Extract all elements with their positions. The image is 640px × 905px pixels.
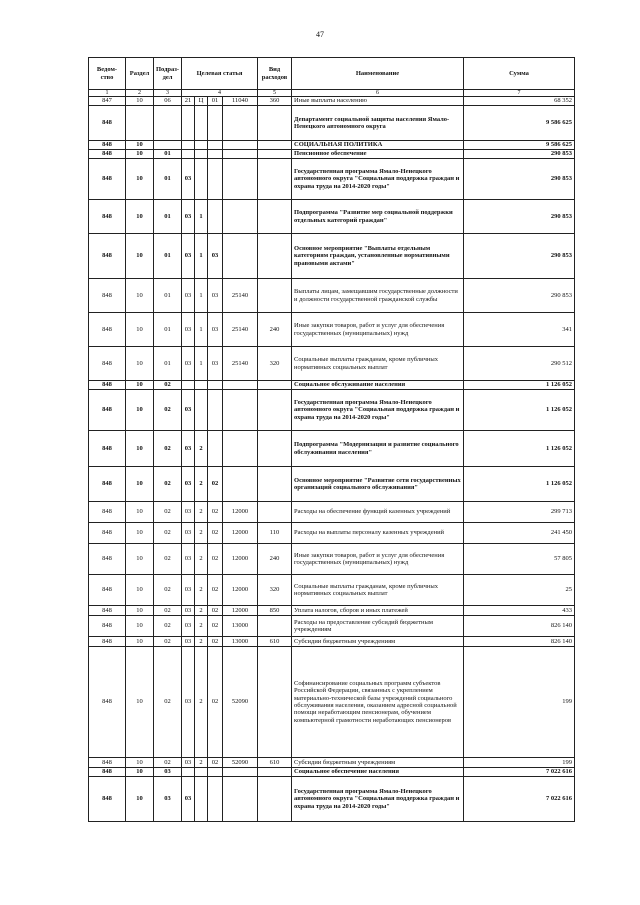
header-naimenovanie: Наименование bbox=[292, 58, 464, 90]
cell-podrazdel: 01 bbox=[154, 234, 182, 279]
table-row bbox=[89, 97, 575, 106]
cell-vedomstvo: 848 bbox=[89, 106, 126, 141]
cell-summa: 433 bbox=[464, 606, 575, 616]
column-number: 7 bbox=[464, 90, 575, 97]
cell-subprogram bbox=[195, 159, 208, 200]
cell-summa: 9 586 625 bbox=[464, 141, 575, 150]
cell-naimenovanie: Пенсионное обеспечение bbox=[292, 150, 464, 159]
cell-activity: 02 bbox=[208, 647, 223, 758]
cell-naimenovanie: Социальные выплаты гражданам, кроме публичных нормативных социальных выплат bbox=[292, 575, 464, 606]
cell-subprogram: 2 bbox=[195, 523, 208, 544]
budget-table bbox=[88, 57, 575, 822]
cell-direction bbox=[223, 200, 258, 234]
cell-summa: 290 853 bbox=[464, 234, 575, 279]
cell-program: 03 bbox=[182, 347, 195, 381]
cell-naimenovanie: Основное мероприятие "Выплаты отдельным категориям граждан, установленные нормативными правовыми актами" bbox=[292, 234, 464, 279]
cell-razdel: 10 bbox=[126, 97, 154, 106]
cell-program: 03 bbox=[182, 544, 195, 575]
cell-direction: 12000 bbox=[223, 502, 258, 523]
cell-vid-rashodov: 240 bbox=[258, 313, 292, 347]
cell-razdel: 10 bbox=[126, 606, 154, 616]
cell-program: 03 bbox=[182, 637, 195, 647]
cell-vid-rashodov bbox=[258, 431, 292, 467]
cell-subprogram bbox=[195, 106, 208, 141]
cell-program: 03 bbox=[182, 575, 195, 606]
cell-program: 03 bbox=[182, 200, 195, 234]
cell-program: 03 bbox=[182, 606, 195, 616]
cell-program bbox=[182, 141, 195, 150]
cell-vid-rashodov: 320 bbox=[258, 347, 292, 381]
cell-activity: 03 bbox=[208, 279, 223, 313]
cell-podrazdel: 02 bbox=[154, 390, 182, 431]
cell-program: 03 bbox=[182, 234, 195, 279]
cell-podrazdel: 01 bbox=[154, 159, 182, 200]
cell-program: 03 bbox=[182, 502, 195, 523]
header-podrazdel: Подраз- дел bbox=[154, 58, 182, 90]
cell-subprogram: 2 bbox=[195, 544, 208, 575]
cell-vedomstvo: 848 bbox=[89, 544, 126, 575]
cell-razdel bbox=[126, 106, 154, 141]
table-row bbox=[89, 390, 575, 431]
cell-vid-rashodov bbox=[258, 777, 292, 822]
cell-subprogram: 2 bbox=[195, 758, 208, 768]
cell-naimenovanie: Подпрограмма "Модернизация и развитие социального обслуживания населения" bbox=[292, 431, 464, 467]
cell-podrazdel: 03 bbox=[154, 768, 182, 777]
cell-vid-rashodov: 360 bbox=[258, 97, 292, 106]
cell-vid-rashodov bbox=[258, 234, 292, 279]
cell-podrazdel: 02 bbox=[154, 502, 182, 523]
cell-direction: 13000 bbox=[223, 616, 258, 637]
cell-program bbox=[182, 381, 195, 390]
cell-activity: 02 bbox=[208, 467, 223, 502]
cell-vedomstvo: 848 bbox=[89, 381, 126, 390]
cell-naimenovanie: Выплаты лицам, замещавшим государственные должности и должности государственной гражданской службы bbox=[292, 279, 464, 313]
cell-naimenovanie: Субсидии бюджетным учреждениям bbox=[292, 637, 464, 647]
cell-razdel: 10 bbox=[126, 279, 154, 313]
cell-subprogram bbox=[195, 381, 208, 390]
cell-direction bbox=[223, 390, 258, 431]
cell-direction bbox=[223, 431, 258, 467]
cell-activity: 02 bbox=[208, 502, 223, 523]
column-number: 1 bbox=[89, 90, 126, 97]
cell-vid-rashodov bbox=[258, 106, 292, 141]
cell-direction bbox=[223, 159, 258, 200]
cell-razdel: 10 bbox=[126, 347, 154, 381]
cell-naimenovanie: Уплата налогов, сборов и иных платежей bbox=[292, 606, 464, 616]
cell-vid-rashodov bbox=[258, 150, 292, 159]
cell-podrazdel: 02 bbox=[154, 381, 182, 390]
cell-vedomstvo: 848 bbox=[89, 390, 126, 431]
cell-vid-rashodov: 320 bbox=[258, 575, 292, 606]
cell-naimenovanie: СОЦИАЛЬНАЯ ПОЛИТИКА bbox=[292, 141, 464, 150]
cell-vid-rashodov bbox=[258, 390, 292, 431]
cell-subprogram bbox=[195, 390, 208, 431]
cell-activity bbox=[208, 768, 223, 777]
table-row bbox=[89, 347, 575, 381]
cell-vedomstvo: 848 bbox=[89, 523, 126, 544]
cell-vedomstvo: 848 bbox=[89, 313, 126, 347]
cell-vedomstvo: 848 bbox=[89, 637, 126, 647]
cell-podrazdel bbox=[154, 141, 182, 150]
cell-program: 03 bbox=[182, 616, 195, 637]
cell-program: 03 bbox=[182, 523, 195, 544]
table-row bbox=[89, 200, 575, 234]
cell-direction: 25140 bbox=[223, 313, 258, 347]
cell-summa: 1 126 052 bbox=[464, 467, 575, 502]
cell-vedomstvo: 848 bbox=[89, 159, 126, 200]
cell-vid-rashodov bbox=[258, 159, 292, 200]
cell-vid-rashodov bbox=[258, 616, 292, 637]
cell-direction: 25140 bbox=[223, 279, 258, 313]
cell-vedomstvo: 848 bbox=[89, 467, 126, 502]
column-number: 3 bbox=[154, 90, 182, 97]
cell-direction: 13000 bbox=[223, 637, 258, 647]
cell-naimenovanie: Расходы на обеспечение функций казенных учреждений bbox=[292, 502, 464, 523]
cell-subprogram: Ц bbox=[195, 97, 208, 106]
cell-podrazdel: 02 bbox=[154, 647, 182, 758]
cell-podrazdel: 02 bbox=[154, 467, 182, 502]
cell-vedomstvo: 848 bbox=[89, 768, 126, 777]
cell-vid-rashodov: 850 bbox=[258, 606, 292, 616]
header-row bbox=[89, 58, 575, 90]
cell-subprogram: 2 bbox=[195, 502, 208, 523]
cell-summa: 290 853 bbox=[464, 150, 575, 159]
table-row bbox=[89, 606, 575, 616]
cell-podrazdel bbox=[154, 106, 182, 141]
cell-summa: 299 713 bbox=[464, 502, 575, 523]
table-row bbox=[89, 431, 575, 467]
cell-vid-rashodov: 240 bbox=[258, 544, 292, 575]
table-row bbox=[89, 159, 575, 200]
cell-summa: 1 126 052 bbox=[464, 381, 575, 390]
cell-subprogram: 1 bbox=[195, 279, 208, 313]
cell-subprogram: 2 bbox=[195, 647, 208, 758]
cell-program: 03 bbox=[182, 279, 195, 313]
cell-vedomstvo: 848 bbox=[89, 347, 126, 381]
cell-vedomstvo: 847 bbox=[89, 97, 126, 106]
cell-naimenovanie: Государственная программа Ямало-Ненецкого автономного округа "Социальная поддержка граждан и охрана труда на 2014-2020 годы" bbox=[292, 777, 464, 822]
cell-vedomstvo: 848 bbox=[89, 279, 126, 313]
cell-subprogram: 2 bbox=[195, 637, 208, 647]
cell-vid-rashodov bbox=[258, 502, 292, 523]
table-body bbox=[89, 97, 575, 822]
cell-program: 03 bbox=[182, 758, 195, 768]
cell-podrazdel: 02 bbox=[154, 637, 182, 647]
cell-podrazdel: 02 bbox=[154, 431, 182, 467]
cell-summa: 1 126 052 bbox=[464, 390, 575, 431]
cell-summa: 341 bbox=[464, 313, 575, 347]
cell-vid-rashodov: 110 bbox=[258, 523, 292, 544]
cell-vedomstvo: 848 bbox=[89, 234, 126, 279]
cell-activity: 03 bbox=[208, 313, 223, 347]
cell-podrazdel: 02 bbox=[154, 523, 182, 544]
header-celevaya-statya: Целевая статья bbox=[182, 58, 258, 90]
cell-summa: 7 022 616 bbox=[464, 777, 575, 822]
header-vid-rashodov: Вид расходов bbox=[258, 58, 292, 90]
cell-razdel: 10 bbox=[126, 758, 154, 768]
cell-program bbox=[182, 106, 195, 141]
cell-naimenovanie: Социальное обслуживание населения bbox=[292, 381, 464, 390]
cell-program: 03 bbox=[182, 313, 195, 347]
cell-naimenovanie: Иные закупки товаров, работ и услуг для обеспечения государственных (муниципальных) нужд bbox=[292, 313, 464, 347]
cell-subprogram bbox=[195, 150, 208, 159]
cell-summa: 199 bbox=[464, 758, 575, 768]
cell-vedomstvo: 848 bbox=[89, 150, 126, 159]
cell-summa: 68 352 bbox=[464, 97, 575, 106]
cell-razdel: 10 bbox=[126, 768, 154, 777]
cell-activity: 02 bbox=[208, 606, 223, 616]
cell-naimenovanie: Расходы на предоставление субсидий бюджетным учреждениям bbox=[292, 616, 464, 637]
cell-naimenovanie: Государственная программа Ямало-Ненецкого автономного округа "Социальная поддержка граждан и охрана труда на 2014-2020 годы" bbox=[292, 390, 464, 431]
cell-summa: 826 140 bbox=[464, 637, 575, 647]
cell-naimenovanie: Софинансирование социальных программ субъектов Российской Федерации, связанных с укреплением материально-технической базы учреждений социального обслуживания населения, оказанием адресной социальной помощи неработающим пенсионерам, обучением компьютерной грамотности неработающих пенсионеров bbox=[292, 647, 464, 758]
cell-activity bbox=[208, 106, 223, 141]
cell-activity: 02 bbox=[208, 637, 223, 647]
cell-subprogram bbox=[195, 141, 208, 150]
cell-razdel: 10 bbox=[126, 467, 154, 502]
cell-naimenovanie: Основное мероприятие "Развитие сети государственных организаций социального обслуживания" bbox=[292, 467, 464, 502]
table-row bbox=[89, 647, 575, 758]
cell-vid-rashodov bbox=[258, 279, 292, 313]
cell-subprogram: 2 bbox=[195, 575, 208, 606]
cell-razdel: 10 bbox=[126, 159, 154, 200]
cell-activity: 02 bbox=[208, 616, 223, 637]
cell-summa: 7 022 616 bbox=[464, 768, 575, 777]
table-row bbox=[89, 381, 575, 390]
cell-direction bbox=[223, 234, 258, 279]
cell-program: 03 bbox=[182, 467, 195, 502]
header-summa: Сумма bbox=[464, 58, 575, 90]
cell-vid-rashodov bbox=[258, 768, 292, 777]
cell-razdel: 10 bbox=[126, 777, 154, 822]
header-razdel: Раздел bbox=[126, 58, 154, 90]
cell-direction bbox=[223, 777, 258, 822]
cell-direction bbox=[223, 768, 258, 777]
cell-subprogram: 1 bbox=[195, 200, 208, 234]
cell-vedomstvo: 848 bbox=[89, 758, 126, 768]
cell-razdel: 10 bbox=[126, 381, 154, 390]
cell-activity: 02 bbox=[208, 575, 223, 606]
cell-summa: 25 bbox=[464, 575, 575, 606]
table-row bbox=[89, 141, 575, 150]
cell-vid-rashodov bbox=[258, 467, 292, 502]
table-row bbox=[89, 467, 575, 502]
cell-activity: 03 bbox=[208, 347, 223, 381]
cell-vedomstvo: 848 bbox=[89, 200, 126, 234]
cell-podrazdel: 02 bbox=[154, 606, 182, 616]
cell-activity: 03 bbox=[208, 234, 223, 279]
cell-direction: 12000 bbox=[223, 575, 258, 606]
cell-direction bbox=[223, 467, 258, 502]
cell-direction: 12000 bbox=[223, 544, 258, 575]
cell-vedomstvo: 848 bbox=[89, 141, 126, 150]
cell-podrazdel: 01 bbox=[154, 313, 182, 347]
cell-vid-rashodov: 610 bbox=[258, 637, 292, 647]
cell-podrazdel: 01 bbox=[154, 279, 182, 313]
cell-program: 03 bbox=[182, 431, 195, 467]
cell-vid-rashodov: 610 bbox=[258, 758, 292, 768]
cell-program bbox=[182, 150, 195, 159]
cell-summa: 241 450 bbox=[464, 523, 575, 544]
table-row bbox=[89, 768, 575, 777]
cell-activity bbox=[208, 381, 223, 390]
cell-subprogram: 2 bbox=[195, 606, 208, 616]
table-row bbox=[89, 523, 575, 544]
cell-subprogram bbox=[195, 777, 208, 822]
table-row bbox=[89, 502, 575, 523]
cell-podrazdel: 02 bbox=[154, 758, 182, 768]
cell-activity: 02 bbox=[208, 523, 223, 544]
page-number: 47 bbox=[316, 30, 324, 39]
cell-summa: 1 126 052 bbox=[464, 431, 575, 467]
cell-program: 21 bbox=[182, 97, 195, 106]
cell-summa: 9 586 625 bbox=[464, 106, 575, 141]
cell-summa: 290 853 bbox=[464, 279, 575, 313]
cell-activity bbox=[208, 150, 223, 159]
cell-subprogram: 1 bbox=[195, 347, 208, 381]
cell-naimenovanie: Социальные выплаты гражданам, кроме публичных нормативных социальных выплат bbox=[292, 347, 464, 381]
cell-razdel: 10 bbox=[126, 575, 154, 606]
cell-naimenovanie: Департамент социальной защиты населения Ямало-Ненецкого автономного округа bbox=[292, 106, 464, 141]
cell-razdel: 10 bbox=[126, 234, 154, 279]
cell-subprogram bbox=[195, 768, 208, 777]
cell-vid-rashodov bbox=[258, 647, 292, 758]
cell-razdel: 10 bbox=[126, 616, 154, 637]
cell-podrazdel: 01 bbox=[154, 347, 182, 381]
cell-direction bbox=[223, 381, 258, 390]
cell-vedomstvo: 848 bbox=[89, 575, 126, 606]
cell-subprogram: 1 bbox=[195, 313, 208, 347]
cell-podrazdel: 03 bbox=[154, 777, 182, 822]
cell-direction: 12000 bbox=[223, 523, 258, 544]
table-row bbox=[89, 544, 575, 575]
cell-naimenovanie: Государственная программа Ямало-Ненецкого автономного округа "Социальная поддержка граждан и охрана труда на 2014-2020 годы" bbox=[292, 159, 464, 200]
cell-podrazdel: 02 bbox=[154, 575, 182, 606]
cell-naimenovanie: Субсидии бюджетным учреждениям bbox=[292, 758, 464, 768]
cell-program: 03 bbox=[182, 159, 195, 200]
cell-podrazdel: 02 bbox=[154, 616, 182, 637]
cell-summa: 290 853 bbox=[464, 159, 575, 200]
cell-naimenovanie: Подпрограмма "Развитие мер социальной поддержки отдельных категорий граждан" bbox=[292, 200, 464, 234]
column-number: 5 bbox=[258, 90, 292, 97]
cell-razdel: 10 bbox=[126, 637, 154, 647]
cell-naimenovanie: Расходы на выплаты персоналу казенных учреждений bbox=[292, 523, 464, 544]
cell-summa: 57 805 bbox=[464, 544, 575, 575]
cell-razdel: 10 bbox=[126, 150, 154, 159]
cell-podrazdel: 02 bbox=[154, 544, 182, 575]
table-row bbox=[89, 234, 575, 279]
cell-razdel: 10 bbox=[126, 390, 154, 431]
cell-vedomstvo: 848 bbox=[89, 606, 126, 616]
cell-activity bbox=[208, 141, 223, 150]
cell-activity bbox=[208, 431, 223, 467]
cell-program: 03 bbox=[182, 390, 195, 431]
cell-direction: 25140 bbox=[223, 347, 258, 381]
cell-razdel: 10 bbox=[126, 141, 154, 150]
cell-vid-rashodov bbox=[258, 141, 292, 150]
cell-program bbox=[182, 768, 195, 777]
cell-activity bbox=[208, 200, 223, 234]
cell-vid-rashodov bbox=[258, 200, 292, 234]
column-number-row bbox=[89, 90, 575, 97]
cell-direction: 52090 bbox=[223, 647, 258, 758]
cell-direction: 52090 bbox=[223, 758, 258, 768]
table-row bbox=[89, 575, 575, 606]
table-row bbox=[89, 637, 575, 647]
cell-direction: 12000 bbox=[223, 606, 258, 616]
cell-vedomstvo: 848 bbox=[89, 777, 126, 822]
cell-vedomstvo: 848 bbox=[89, 616, 126, 637]
table-row bbox=[89, 313, 575, 347]
cell-podrazdel: 01 bbox=[154, 200, 182, 234]
table-row bbox=[89, 279, 575, 313]
table-row bbox=[89, 150, 575, 159]
cell-razdel: 10 bbox=[126, 647, 154, 758]
cell-razdel: 10 bbox=[126, 200, 154, 234]
cell-direction bbox=[223, 106, 258, 141]
cell-activity bbox=[208, 390, 223, 431]
cell-razdel: 10 bbox=[126, 431, 154, 467]
cell-vedomstvo: 848 bbox=[89, 502, 126, 523]
cell-naimenovanie: Социальное обеспечение населения bbox=[292, 768, 464, 777]
table-row bbox=[89, 758, 575, 768]
cell-program: 03 bbox=[182, 647, 195, 758]
column-number: 2 bbox=[126, 90, 154, 97]
table-row bbox=[89, 616, 575, 637]
column-number: 4 bbox=[182, 90, 258, 97]
cell-activity bbox=[208, 159, 223, 200]
table-row bbox=[89, 106, 575, 141]
cell-subprogram: 2 bbox=[195, 616, 208, 637]
cell-activity: 01 bbox=[208, 97, 223, 106]
cell-vedomstvo: 848 bbox=[89, 647, 126, 758]
cell-subprogram: 1 bbox=[195, 234, 208, 279]
cell-summa: 290 853 bbox=[464, 200, 575, 234]
cell-naimenovanie: Иные закупки товаров, работ и услуг для обеспечения государственных (муниципальных) нужд bbox=[292, 544, 464, 575]
cell-naimenovanie: Иные выплаты населению bbox=[292, 97, 464, 106]
cell-subprogram: 2 bbox=[195, 467, 208, 502]
cell-razdel: 10 bbox=[126, 502, 154, 523]
table-row bbox=[89, 777, 575, 822]
header-vedomstvo: Ведом- ство bbox=[89, 58, 126, 90]
column-number: 6 bbox=[292, 90, 464, 97]
cell-summa: 199 bbox=[464, 647, 575, 758]
cell-summa: 826 140 bbox=[464, 616, 575, 637]
cell-direction: 11040 bbox=[223, 97, 258, 106]
cell-podrazdel: 01 bbox=[154, 150, 182, 159]
cell-activity: 02 bbox=[208, 758, 223, 768]
cell-podrazdel: 06 bbox=[154, 97, 182, 106]
cell-vid-rashodov bbox=[258, 381, 292, 390]
cell-razdel: 10 bbox=[126, 544, 154, 575]
cell-program: 03 bbox=[182, 777, 195, 822]
cell-activity: 02 bbox=[208, 544, 223, 575]
cell-activity bbox=[208, 777, 223, 822]
cell-razdel: 10 bbox=[126, 523, 154, 544]
cell-subprogram: 2 bbox=[195, 431, 208, 467]
cell-direction bbox=[223, 141, 258, 150]
cell-vedomstvo: 848 bbox=[89, 431, 126, 467]
cell-razdel: 10 bbox=[126, 313, 154, 347]
cell-direction bbox=[223, 150, 258, 159]
cell-summa: 290 512 bbox=[464, 347, 575, 381]
